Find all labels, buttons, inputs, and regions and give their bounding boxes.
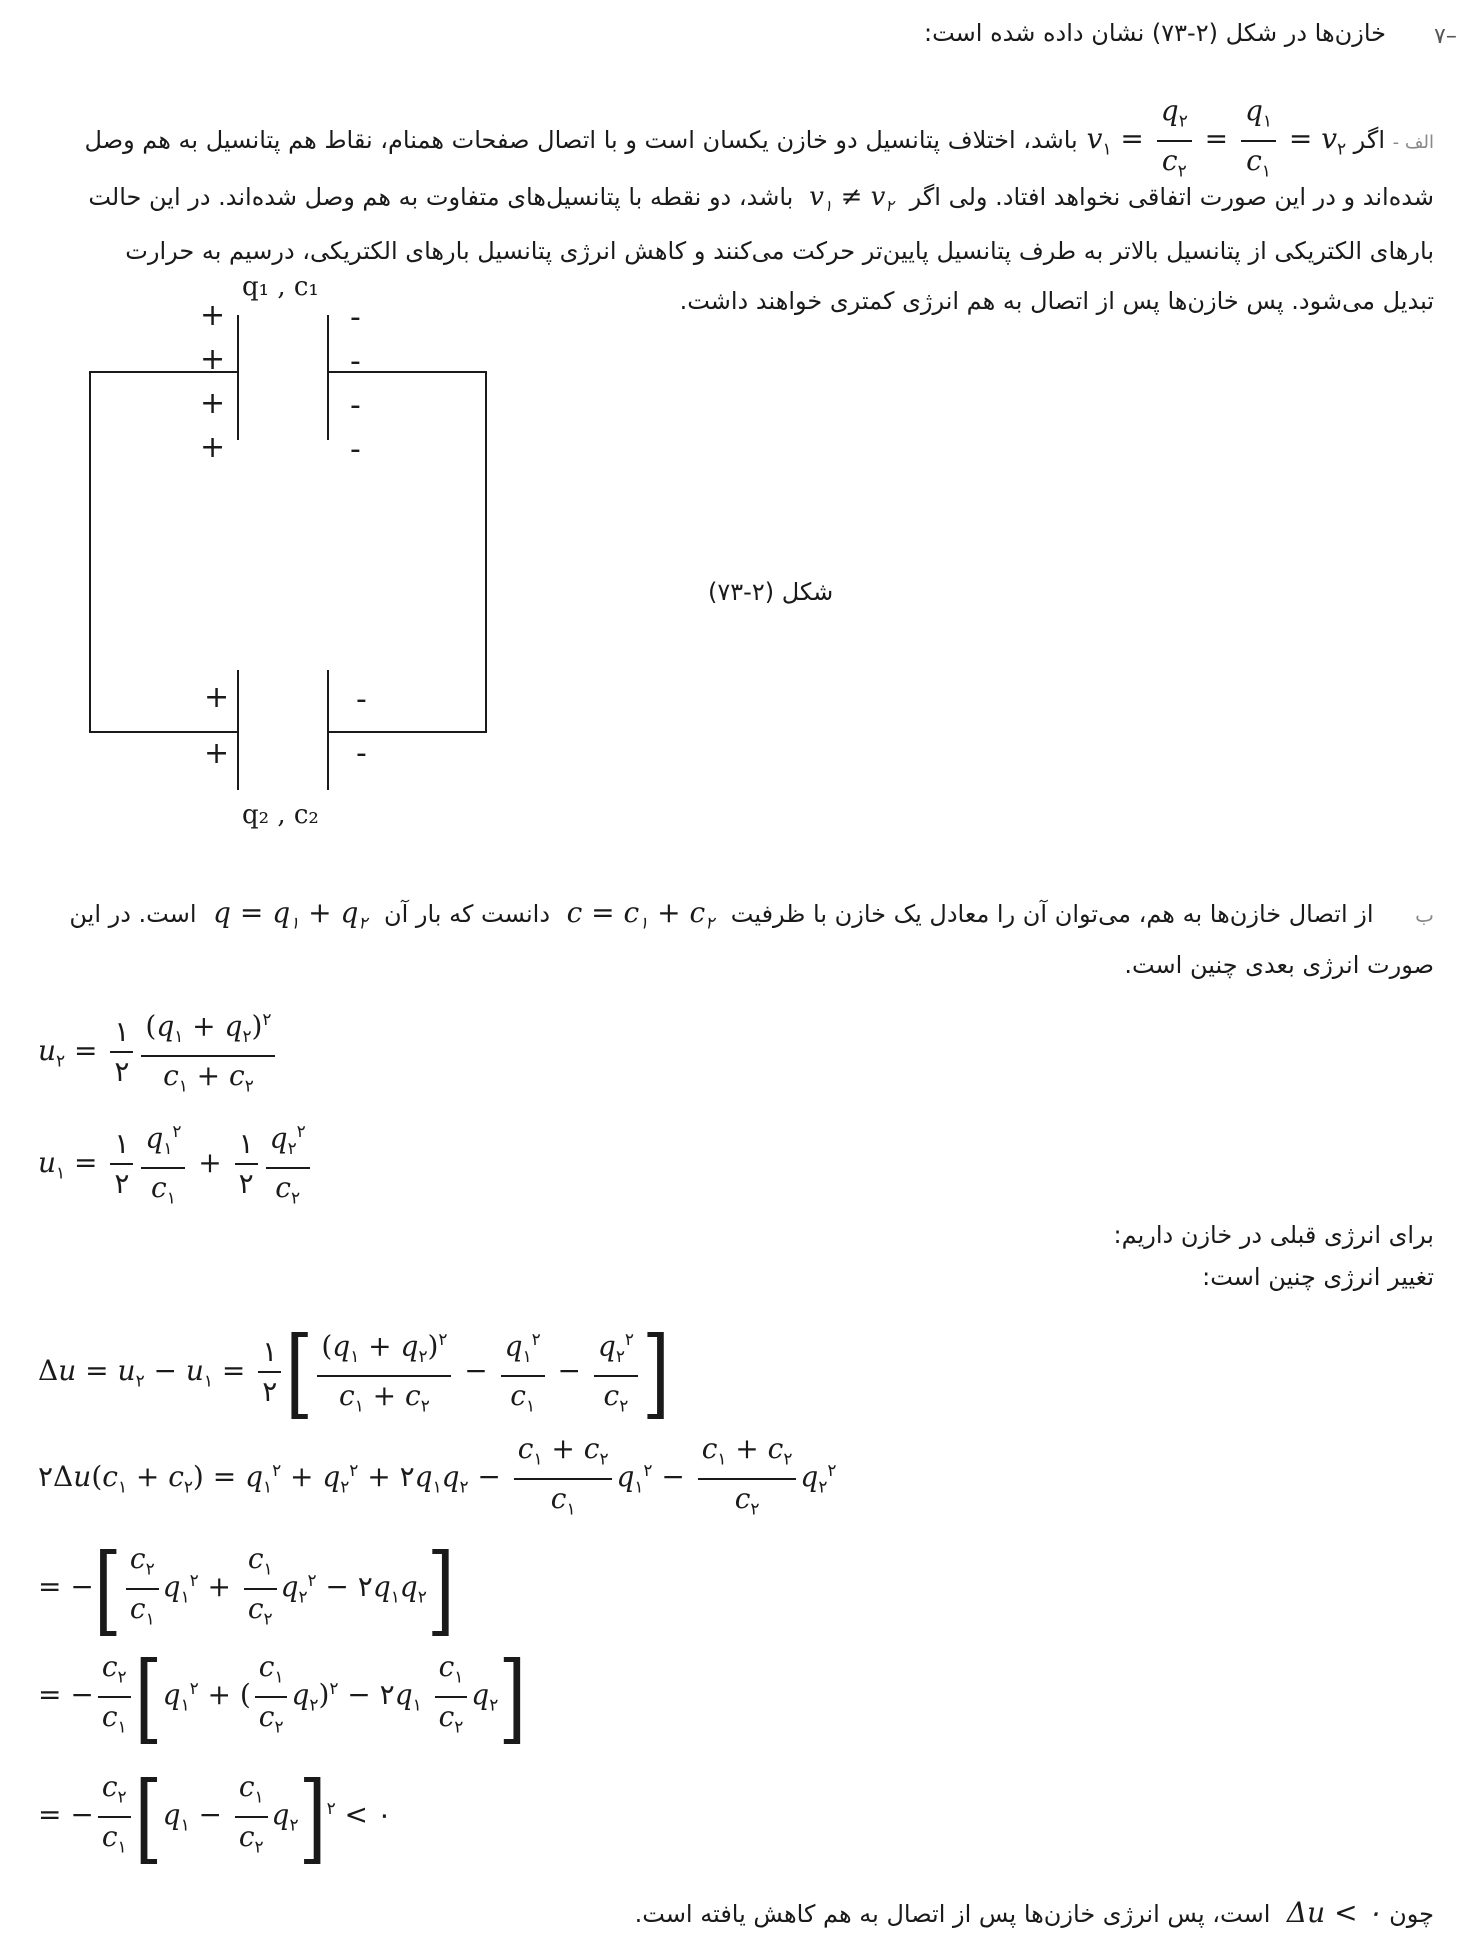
part-a-label: الف -	[1392, 132, 1434, 154]
part-a-line-4-text: تبدیل می‌شود. پس خازن‌ها پس از اتصال به هم انرژی کمتری خواهند داشت.	[679, 287, 1434, 315]
capacitor-2-label: q₂ , c₂	[242, 800, 319, 830]
minus-sign: -	[350, 300, 361, 335]
plus-sign: +	[200, 430, 226, 465]
energy-change-line	[1202, 1252, 1434, 1302]
part-a-line-1-text: باشد، اختلاف پتانسیل دو خازن یکسان است و با اتصال صفحات همنام، نقاط هم پتانسیل به هم وصل	[84, 126, 1078, 155]
conclusion-line	[635, 1888, 1434, 1939]
left-wire	[90, 372, 238, 732]
part-b-line-1-c: است. در این	[69, 900, 197, 928]
problem-number: ۷–	[1434, 24, 1457, 49]
part-b-line-1	[69, 888, 1434, 948]
intro-text: خازن‌ها در شکل (۲-۷۳) نشان داده شده است:	[924, 19, 1386, 47]
plus-sign: +	[200, 386, 226, 421]
plus-sign: +	[200, 342, 226, 377]
previous-energy-text: برای انرژی قبلی در خازن داریم:	[1113, 1221, 1434, 1249]
minus-sign: -	[356, 736, 367, 771]
equivalent-capacitance: $c = c_۱ + c_۲$	[566, 896, 715, 933]
part-b-line-1-b: دانست که بار آن	[383, 900, 551, 928]
final-energy-equation: $u_۲$ = $\frac{۱}{۲}$ $\frac{(q_۱ + q_۲)^۲}{c_۱ + c_۲}$	[38, 1000, 279, 1105]
right-wire	[328, 372, 486, 732]
simplified-equation-2: = − $\frac{c_۲}{c_۱}$ [$q_۱^۲$ + ( $\frac{c_۱}{c_۲}$ $q_۲)^۲$ − $۲q_۱$ $\frac{c_۱}{c_۲}$ $q_۲$]	[38, 1639, 527, 1754]
conclusion-end: است، پس انرژی خازن‌ها پس از اتصال به هم کاهش یافته است.	[634, 1900, 1271, 1928]
conclusion-start: چون	[1389, 1900, 1434, 1928]
part-b-line-1-a: از اتصال خازن‌ها به هم، می‌توان آن را معادل یک خازن با ظرفیت	[730, 900, 1374, 928]
minus-sign: -	[356, 682, 367, 717]
intro-line	[924, 8, 1386, 58]
part-a-line-4	[680, 276, 1434, 326]
capacitor-1-label: q₁ , c₁	[242, 272, 319, 302]
part-b-line-2-text: صورت انرژی بعدی چنین است.	[1124, 951, 1434, 979]
minus-sign: -	[350, 388, 361, 423]
part-a-if: اگر	[1353, 126, 1386, 155]
part-a-condition-equation: $v_۱$ = $\frac{q_۲}{c_۲}$ = $\frac{q_۱}{c_۱}$ = $v_۲$	[1086, 94, 1347, 181]
part-a-line-2-start: شده‌اند و در این صورت اتفاقی نخواهد افتاد. ولی اگر	[909, 183, 1434, 211]
energy-change-text: تغییر انرژی چنین است:	[1202, 1263, 1434, 1291]
initial-energy-equation: $u_۱$ = $\frac{۱}{۲}$ $\frac{q_۱^۲}{c_۱}$ + $\frac{۱}{۲}$ $\frac{q_۲^۲}{c_۲}$	[38, 1112, 314, 1217]
part-a-line-3-text: بارهای الکتریکی از پتانسیل بالاتر به طرف پتانسیل پایین‌تر حرکت می‌کنند و کاهش انرژی پتانسیل بارهای الکتریکی، درسیم به حرارت	[125, 237, 1434, 265]
delta-u-negative: Δu < ۰	[1278, 1896, 1382, 1929]
figure-caption: شکل (۲-۷۳)	[708, 578, 834, 606]
minus-sign: -	[350, 432, 361, 467]
total-charge: $q = q_۱ + q_۲$	[213, 896, 368, 933]
capacitor-circuit-figure	[0, 0, 560, 840]
final-inequality: = − $\frac{c_۲}{c_۱}$ [$q_۱$ − $\frac{c_۱}{c_۲}$ $q_۲]^۲$ < ۰	[38, 1759, 392, 1874]
delta-u-equation: $\Delta u = u_۲ - u_۱$ = $\frac{۱}{۲}$ [ $\frac{(q_۱ + q_۲)^۲}{c_۱ + c_۲}$ − $\frac{q_۱^۲}{c_۱}$ − $\frac{q_۲^۲}{c_۲}$ ]	[38, 1315, 670, 1429]
part-a-inequality: $v_۱ \ne v_۲$	[809, 182, 894, 216]
plus-sign: +	[204, 736, 230, 771]
simplified-equation-1: = −[ $\frac{c_۲}{c_۱}$ $q_۱^۲$ + $\frac{c_۱}{c_۲}$ $q_۲^۲$ − $۲q_۱q_۲$]	[38, 1531, 455, 1646]
part-b-label: ب	[1415, 903, 1434, 927]
minus-sign: -	[350, 344, 361, 379]
plus-sign: +	[200, 298, 226, 333]
plus-sign: +	[204, 680, 230, 715]
part-b-line-2	[1124, 940, 1434, 990]
expanded-equation: $۲\Delta u(c_۱ + c_۲) = q_۱^۲ + q_۲^۲$ + $۲q_۱q_۲$ − $\frac{c_۱ + c_۲}{c_۱}$ $q_۱^۲$ − $\frac{c_۱ + c_۲}{c_۲}$ $q_۲^۲$	[38, 1432, 837, 1519]
part-a-line-2-end: باشد، دو نقطه با پتانسیل‌های متفاوت به هم وصل شده‌اند. در این حالت	[88, 183, 794, 211]
